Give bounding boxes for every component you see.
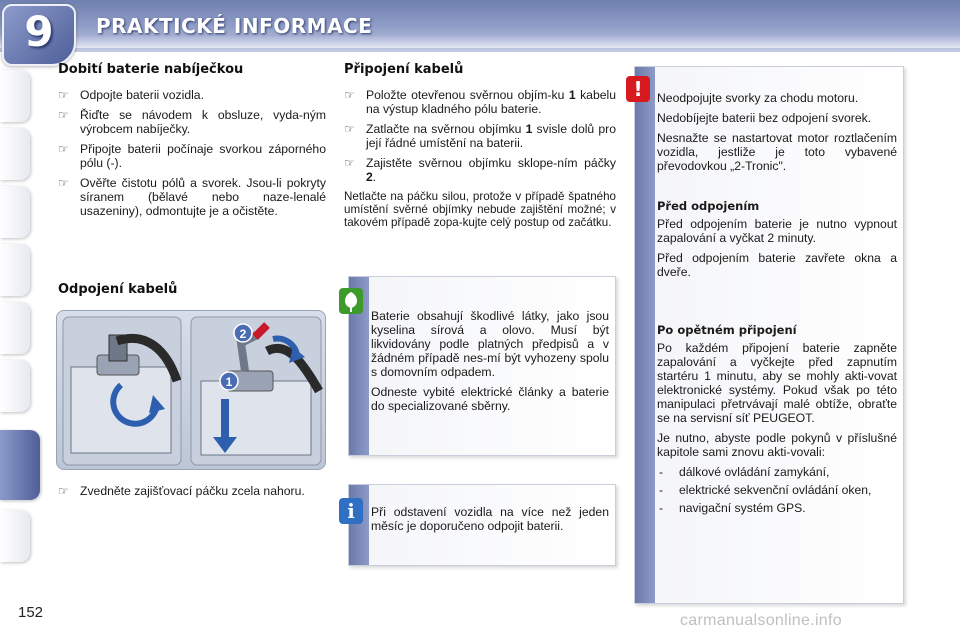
before-disconnect-item: Před odpojením baterie zavřete okna a dveře. (657, 251, 897, 279)
before-disconnect-item: Před odpojením baterie je nutno vypnout zapalování a vyčkat 2 minuty. (657, 217, 897, 245)
pointing-hand-icon: ☞ (58, 176, 69, 190)
info-box-text: Při odstavení vozidla na více než jeden měsíc je doporučeno odpojit baterii. (371, 505, 609, 533)
side-tab[interactable] (0, 360, 30, 412)
eco-box (348, 276, 616, 456)
before-disconnect-title: Před odpojením (657, 199, 760, 213)
pointing-hand-icon: ☞ (58, 108, 69, 122)
page-number: 152 (18, 604, 44, 621)
info-box (348, 484, 616, 566)
chapter-number: 9 (24, 7, 54, 56)
side-tab[interactable] (0, 70, 30, 122)
list-item: ☞ Zatlačte na svěrnou objímku 1 svisle dolů pro její řádné umístění na baterii. (344, 122, 616, 150)
pointing-hand-icon: ☞ (344, 88, 355, 102)
side-tab[interactable] (0, 510, 30, 562)
connect-note: Netlačte na páčku silou, protože v případě špatného umístění svěrné objímky nebude zajištění možné; v takovém případě zopa-kujte celý postup od začátku. (344, 190, 616, 229)
chapter-side-tabs (0, 70, 36, 580)
dash-item: - navigační systém GPS. (659, 501, 806, 515)
warning-intro: Nesnažte se nastartovat motor roztlačením vozidla, jestliže je toto vybavené převodovkou „2-Tronic". (657, 131, 897, 173)
side-tab-active[interactable] (0, 430, 40, 500)
pointing-hand-icon: ☞ (344, 122, 355, 136)
connect-section-title: Připojení kabelů (344, 62, 464, 77)
eco-paragraph: Odneste vybité elektrické články a baterie do specializované sběrny. (371, 385, 609, 413)
list-item: ☞ Zajistěte svěrnou objímku sklope-ním páčky 2. (344, 156, 616, 184)
list-item: ☞ Zvedněte zajišťovací páčku zcela nahoru. (58, 484, 305, 498)
warning-box-text (657, 91, 897, 519)
leaf-icon (339, 288, 363, 314)
page-title: PRAKTICKÉ INFORMACE (96, 14, 373, 38)
warning-box (634, 66, 904, 604)
pointing-hand-icon: ☞ (344, 156, 355, 170)
pointing-hand-icon: ☞ (58, 484, 69, 498)
charging-steps (58, 88, 326, 224)
dash-item: - elektrické sekvenční ovládání oken, (659, 483, 872, 497)
eco-box-text (371, 309, 609, 419)
side-tab[interactable] (0, 186, 30, 238)
warning-intro: Nedobíjejte baterii bez odpojení svorek. (657, 111, 872, 125)
after-reconnect-item: Je nutno, abyste podle pokynů v příslušné kapitole sami znovu akti-vovali: (657, 431, 897, 459)
disconnect-section-title: Odpojení kabelů (58, 282, 178, 297)
after-reconnect-title: Po opětném připojení (657, 323, 797, 337)
callout-1: 1 (225, 375, 233, 389)
callout-2: 2 (239, 327, 247, 341)
list-item: ☞ Připojte baterii počínaje svorkou záporného pólu (-). (58, 142, 326, 170)
list-item: ☞ Odpojte baterii vozidla. (58, 88, 204, 102)
pointing-hand-icon: ☞ (58, 142, 69, 156)
info-box-stripe (349, 485, 369, 565)
exclamation-icon: ! (626, 76, 650, 102)
info-icon: i (339, 498, 363, 524)
battery-terminal-drawing (57, 311, 326, 470)
connect-steps (344, 88, 616, 190)
side-tab[interactable] (0, 128, 30, 180)
side-tab[interactable] (0, 244, 30, 296)
warning-box-stripe (635, 67, 655, 603)
warning-intro: Neodpojujte svorky za chodu motoru. (657, 91, 859, 105)
eco-paragraph: Baterie obsahují škodlivé látky, jako jsou kyselina sírová a olovo. Musí být likvidovány podle platných předpisů a v žádném případě nes-mí být vyhozeny spolu s domovním odpadem. (371, 309, 609, 379)
disconnect-steps (58, 484, 326, 504)
pointing-hand-icon: ☞ (58, 88, 69, 102)
list-item: ☞ Ověřte čistotu pólů a svorek. Jsou-li pokryty síranem (bělavé nebo naze-lenalé usazeniny), odmontujte je a očistěte. (58, 176, 326, 218)
charging-section-title: Dobití baterie nabíječkou (58, 62, 244, 77)
after-reconnect-item: Po každém připojení baterie zapněte zapalování a vyčkejte před zapnutím startéru 1 minutu, aby se mohly akti-vovat elektronické systémy. Pokud však po této manipulaci přetrvávají malé obtíže, obraťte se na servisní síť PEUGEOT. (657, 341, 897, 425)
list-item: ☞ Položte otevřenou svěrnou objím-ku 1 kabelu na výstup kladného pólu baterie. (344, 88, 616, 116)
battery-terminal-illustration (56, 310, 326, 470)
watermark: carmanualsonline.info (680, 612, 842, 629)
dash-item: - dálkové ovládání zamykání, (659, 465, 830, 479)
side-tab[interactable] (0, 302, 30, 354)
list-item: ☞ Řiďte se návodem k obsluze, vyda-ným výrobcem nabíječky. (58, 108, 326, 136)
